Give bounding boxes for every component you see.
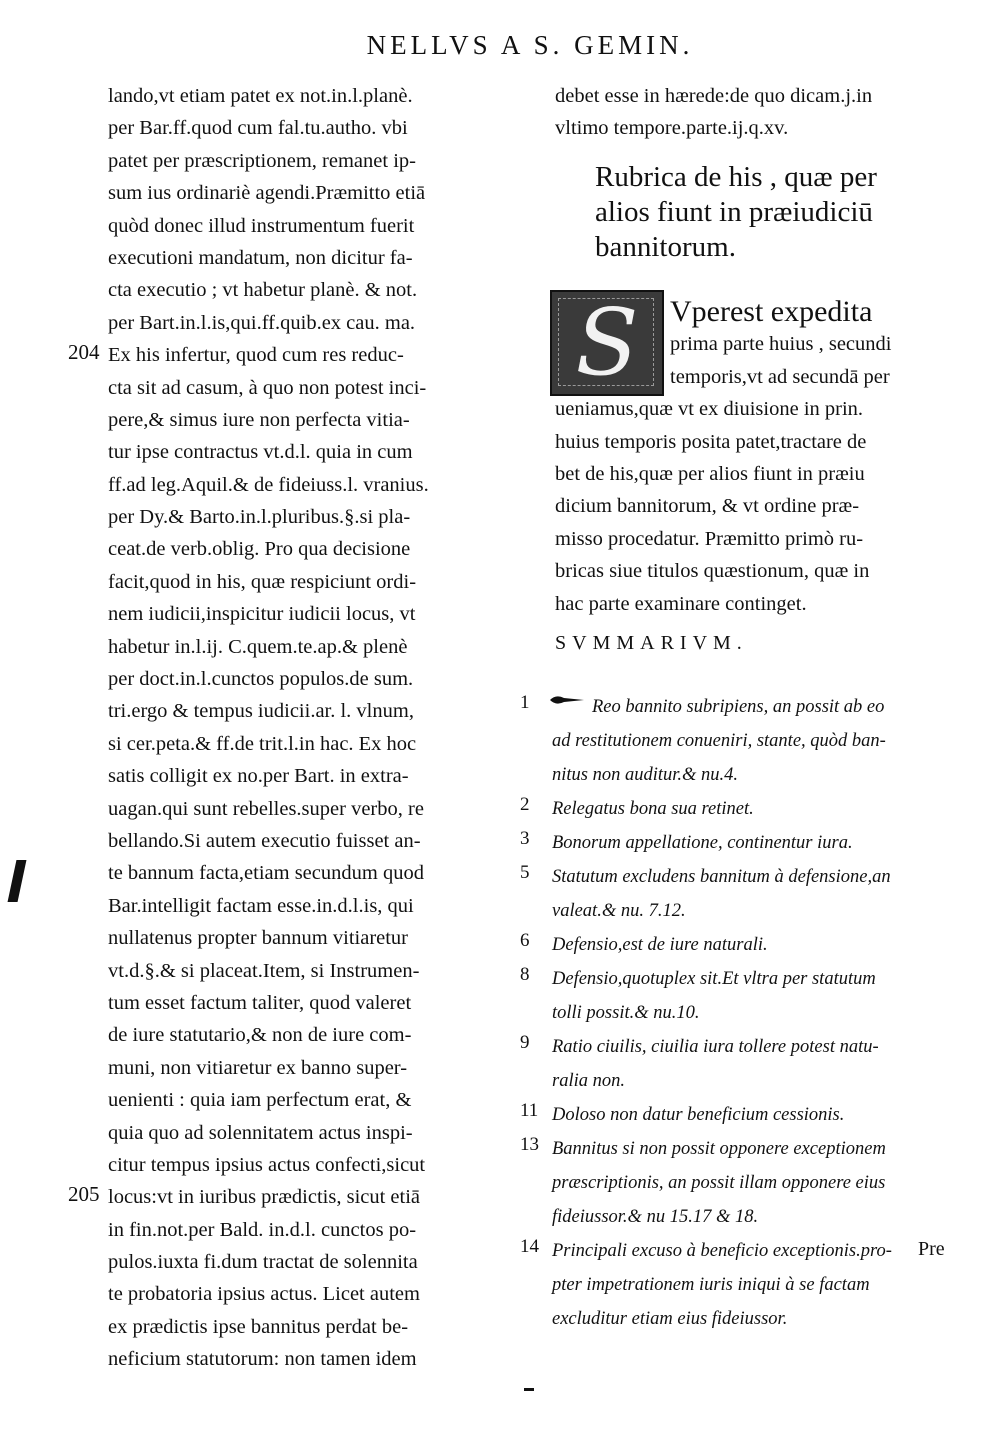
summary-line: Reo bannito subripiens, an possit ab eo — [592, 697, 885, 717]
summary-line: valeat.& nu. 7.12. — [552, 901, 686, 921]
text-line: nem iudicii,inspicitur iudicii locus, vt — [108, 603, 416, 626]
text-line: cta executio ; vt habetur planè. & not. — [108, 279, 418, 302]
summary-line: fideiussor.& nu 15.17 & 18. — [552, 1207, 759, 1227]
opening-paragraph — [555, 296, 955, 620]
summary-line: Bannitus si non possit opponere exceptionem — [552, 1139, 886, 1159]
summary-line: excluditur etiam eius fideiussor. — [552, 1309, 788, 1329]
text-line: quòd donec illud instrumentum fuerit — [108, 214, 415, 237]
summary-line: Doloso non datur beneficium cessionis. — [552, 1105, 845, 1125]
rubric-line: Rubrica de his , quæ per — [595, 161, 877, 193]
summary-number: 9 — [520, 1032, 530, 1053]
text-line: in fin.not.per Bald. in.d.l. cunctos po- — [108, 1218, 417, 1241]
summary-number: 3 — [520, 828, 530, 849]
summary-number: 6 — [520, 930, 530, 951]
catchword: Pre — [918, 1238, 945, 1260]
text-line: per Bar.ff.quod cum fal.tu.autho. vbi — [108, 117, 408, 140]
text-line: satis colligit ex no.per Bart. in extra- — [108, 765, 409, 788]
text-line: ex prædictis ipse bannitus perdat be- — [108, 1315, 409, 1338]
text-line: executioni mandatum, non dicitur fa- — [108, 246, 413, 269]
text-line: huius temporis posita patet,tractare de — [555, 430, 867, 453]
text-line: per Dy.& Barto.in.l.pluribus.§.si pla- — [108, 506, 411, 529]
text-line: citur tempus ipsius actus confecti,sicut — [108, 1153, 426, 1176]
text-line: ueniamus,quæ vt ex diuisione in prin. — [555, 398, 864, 421]
text-line: sum ius ordinariè agendi.Præmitto etiā — [108, 182, 426, 205]
summary-line: Bonorum appellatione, continentur iura. — [552, 833, 853, 853]
text-line: per Bart.in.l.is,qui.ff.quib.ex cau. ma. — [108, 311, 416, 334]
text-line: pere,& simus iure non perfecta vitia- — [108, 408, 410, 431]
text-line: vt.d.§.& si placeat.Item, si Instrumen- — [108, 959, 420, 982]
text-line: Bar.intelligit factam esse.in.d.l.is, qui — [108, 894, 414, 917]
ink-mark — [524, 1388, 534, 1391]
summary-line: tolli possit.& nu.10. — [552, 1003, 700, 1023]
right-column-top — [555, 80, 955, 145]
rubric-line: bannitorum. — [595, 231, 736, 263]
text-line: si cer.peta.& ff.de trit.l.in hac. Ex hoc — [108, 732, 417, 755]
summary-number: 8 — [520, 964, 530, 985]
margin-number: 205 — [68, 1182, 100, 1206]
text-line: locus:vt in iuribus prædictis, sicut etiā — [108, 1186, 421, 1209]
text-line: muni, non vitiaretur ex banno super- — [108, 1056, 408, 1079]
text-line: ceat.de verb.oblig. Pro qua decisione — [108, 538, 411, 561]
text-line: Ex his infertur, quod cum res reduc- — [108, 344, 404, 367]
text-line: debet esse in hærede:de quo dicam.j.in — [555, 85, 873, 107]
text-line: tum esset factum taliter, quod valeret — [108, 991, 412, 1014]
ink-mark — [8, 860, 27, 902]
text-line: Vperest expedita — [670, 295, 873, 328]
rubric-line: alios fiunt in præiudiciū — [595, 196, 873, 228]
summary-number: 11 — [520, 1100, 539, 1121]
summary-line: Principali excuso à beneficio exceptionis.pro- — [552, 1241, 892, 1261]
summary-number: 5 — [520, 862, 530, 883]
text-line: bet de his,quæ per alios fiunt in præiu — [555, 462, 865, 485]
summary-list — [552, 690, 962, 1336]
summary-line: Defensio,est de iure naturali. — [552, 935, 768, 955]
text-line: temporis,vt ad secundā per — [670, 365, 890, 388]
summary-line: Defensio,quotuplex sit.Et vltra per statutum — [552, 969, 876, 989]
text-line: prima parte huius , secundi — [670, 333, 892, 356]
summary-line: ad restitutionem conueniri, stante, quòd ban- — [552, 731, 886, 751]
text-line: bricas siue titulos quæstionum, quæ in — [555, 560, 870, 583]
text-line: tur ipse contractus vt.d.l. quia in cum — [108, 441, 413, 464]
running-head: NELLVS A S. GEMIN. — [366, 30, 694, 60]
text-line: te bannum facta,etiam secundum quod — [108, 862, 424, 885]
text-line: uagan.qui sunt rebelles.super verbo, re — [108, 797, 424, 820]
text-line: te probatoria ipsius actus. Licet autem — [108, 1283, 420, 1306]
margin-number: 204 — [68, 340, 100, 364]
text-line: cta sit ad casum, à quo non potest inci- — [108, 376, 427, 399]
text-line: facit,quod in his, quæ respiciunt ordi- — [108, 570, 417, 593]
text-line: uenienti : quia iam perfectum erat, & — [108, 1089, 412, 1112]
text-line: lando,vt etiam patet ex not.in.l.planè. — [108, 85, 413, 107]
text-line: bellando.Si autem executio fuisset an- — [108, 829, 421, 852]
summary-line: pter impetrationem iuris iniqui à se factam — [552, 1275, 870, 1295]
text-line: per doct.in.l.cunctos populos.de sum. — [108, 668, 414, 691]
summary-line: Statutum excludens bannitum à defensione,an — [552, 867, 891, 887]
text-line: neficium statutorum: non tamen idem — [108, 1348, 417, 1371]
text-line: pulos.iuxta fi.dum tractat de solennita — [108, 1251, 418, 1274]
text-line: dicium bannitorum, & vt ordine præ- — [555, 495, 860, 518]
left-column — [108, 80, 518, 1376]
text-line: misso procedatur. Præmitto primò ru- — [555, 527, 864, 550]
summary-line: Relegatus bona sua retinet. — [552, 799, 754, 819]
text-line: nullatenus propter bannum vitiaretur — [108, 927, 409, 950]
text-line: hac parte examinare continget. — [555, 592, 807, 615]
initial-letter: S — [575, 289, 639, 396]
text-line: patet per præscriptionem, remanet ip- — [108, 149, 416, 172]
summary-number: 14 — [520, 1236, 539, 1257]
rubric-heading — [595, 160, 955, 265]
summary-line: Ratio ciuilis, ciuilia iura tollere potest natu- — [552, 1037, 879, 1057]
text-line: de iure statutario,& non de iure com- — [108, 1024, 412, 1047]
summary-number: 13 — [520, 1134, 539, 1155]
summary-line: præscriptionis, an possit illam opponere eius — [552, 1173, 886, 1193]
text-line: ff.ad leg.Aquil.& de fideiuss.l. vranius. — [108, 473, 429, 496]
text-line: tri.ergo & tempus iudicii.ar. l. vlnum, — [108, 700, 414, 723]
summary-number: 2 — [520, 794, 530, 815]
summary-heading: SVMMARIVM. — [555, 632, 748, 654]
summary-line: ralia non. — [552, 1071, 625, 1091]
text-line: quia quo ad solennitatem actus inspi- — [108, 1121, 413, 1144]
summary-line: nitus non auditur.& nu.4. — [552, 765, 739, 785]
text-line: vltimo tempore.parte.ij.q.xv. — [555, 117, 789, 140]
text-line: habetur in.l.ij. C.quem.te.ap.& plenè — [108, 635, 408, 658]
summary-number: 1 — [520, 692, 530, 713]
